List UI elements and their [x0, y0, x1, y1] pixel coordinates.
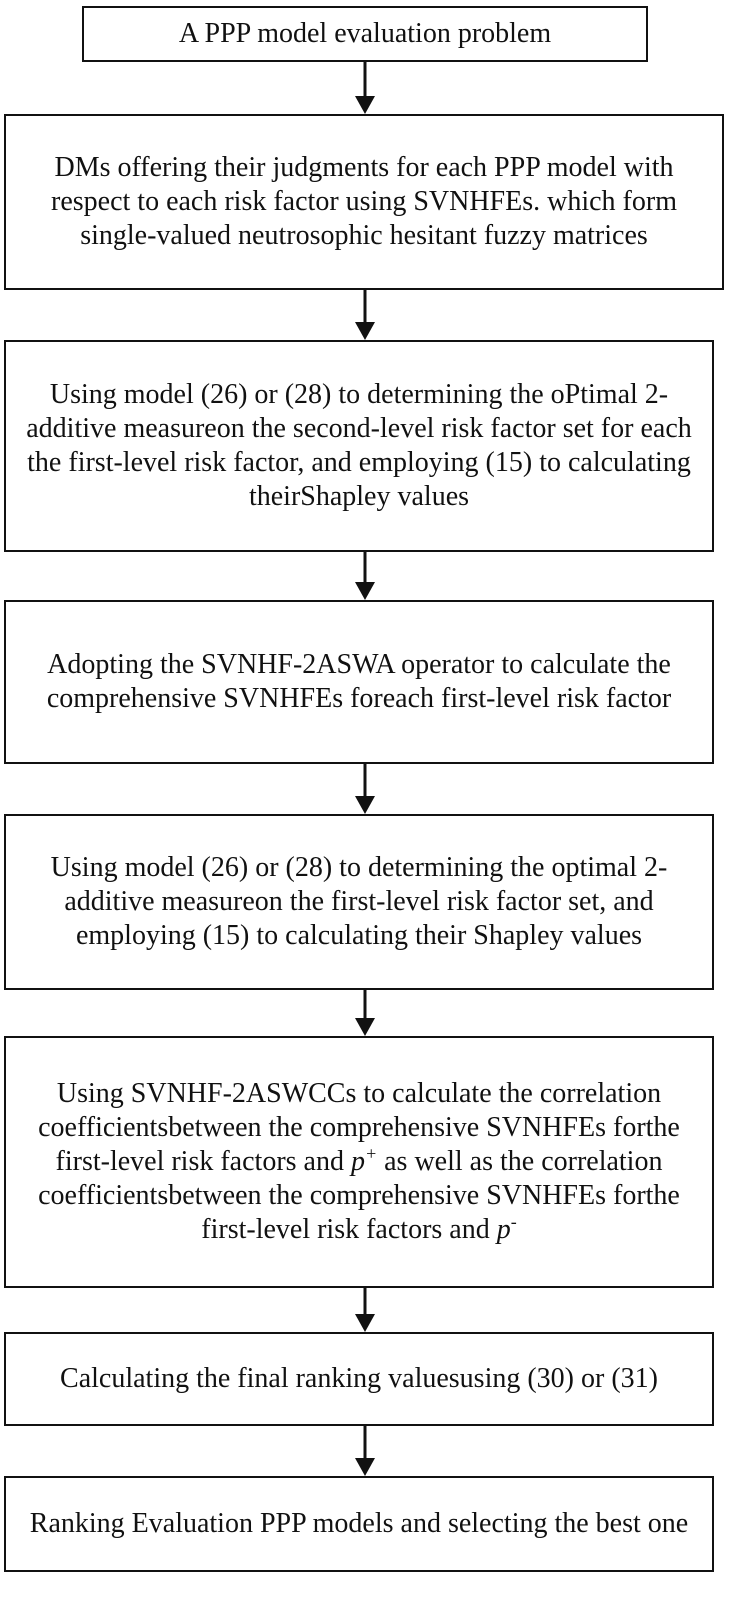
step-2-box	[4, 114, 724, 290]
p-minus-superscript: -	[510, 1211, 517, 1232]
p-plus-base: p	[350, 1146, 365, 1177]
step-1-text: A PPP model evaluation problem	[178, 18, 552, 49]
step-7-box	[4, 1332, 714, 1426]
arrow-5-icon	[355, 990, 375, 1036]
p-minus-base: p	[496, 1214, 511, 1245]
step-6-box	[4, 1036, 714, 1288]
step-8-text: Ranking Evaluation PPP models and selecting the best one	[29, 1508, 689, 1539]
arrow-4-icon	[355, 764, 375, 814]
step-2-text: DMs offering their judgments for each PPP model with respect to each risk factor using SVNHFEs. which form single-valued neutrosophic hesitant fuzzy matrices	[51, 152, 677, 251]
step-3-box	[4, 340, 714, 552]
p-plus-symbol	[350, 1143, 378, 1177]
step-6-text-b: as well as the correlation coefficientsbetween the comprehensive SVNHFEs forthe first-level risk factors and	[38, 1146, 680, 1245]
step-4-box	[4, 600, 714, 764]
step-7-text: Calculating the final ranking valuesusing (30) or (31)	[60, 1363, 658, 1394]
arrow-7-icon	[355, 1426, 375, 1476]
arrow-3-icon	[355, 552, 375, 600]
arrow-1-icon	[355, 62, 375, 114]
step-3-text: Using model (26) or (28) to determining the oPtimal 2-additive measureon the second-level risk factor set for each the first-level risk factor, and employing (15) to calculating theirShapley values	[26, 379, 692, 512]
step-8-box	[4, 1476, 714, 1572]
p-minus-symbol	[496, 1211, 517, 1245]
step-5-text: Using model (26) or (28) to determining the optimal 2-additive measureon the first-level risk factor set, and employing (15) to calculating their Shapley values	[50, 852, 668, 951]
p-plus-superscript: +	[364, 1143, 378, 1164]
step-6-text	[20, 1077, 698, 1247]
step-4-text: Adopting the SVNHF-2ASWA operator to calculate the comprehensive SVNHFEs foreach first-level risk factor	[46, 649, 672, 714]
step-1-box	[82, 6, 648, 62]
arrow-6-icon	[355, 1288, 375, 1332]
step-5-box	[4, 814, 714, 990]
step-6-text-a: Using SVNHF-2ASWCCs to calculate the correlation coefficientsbetween the comprehensive SVNHFEs forthe first-level risk factors and	[38, 1078, 680, 1177]
arrow-2-icon	[355, 290, 375, 340]
